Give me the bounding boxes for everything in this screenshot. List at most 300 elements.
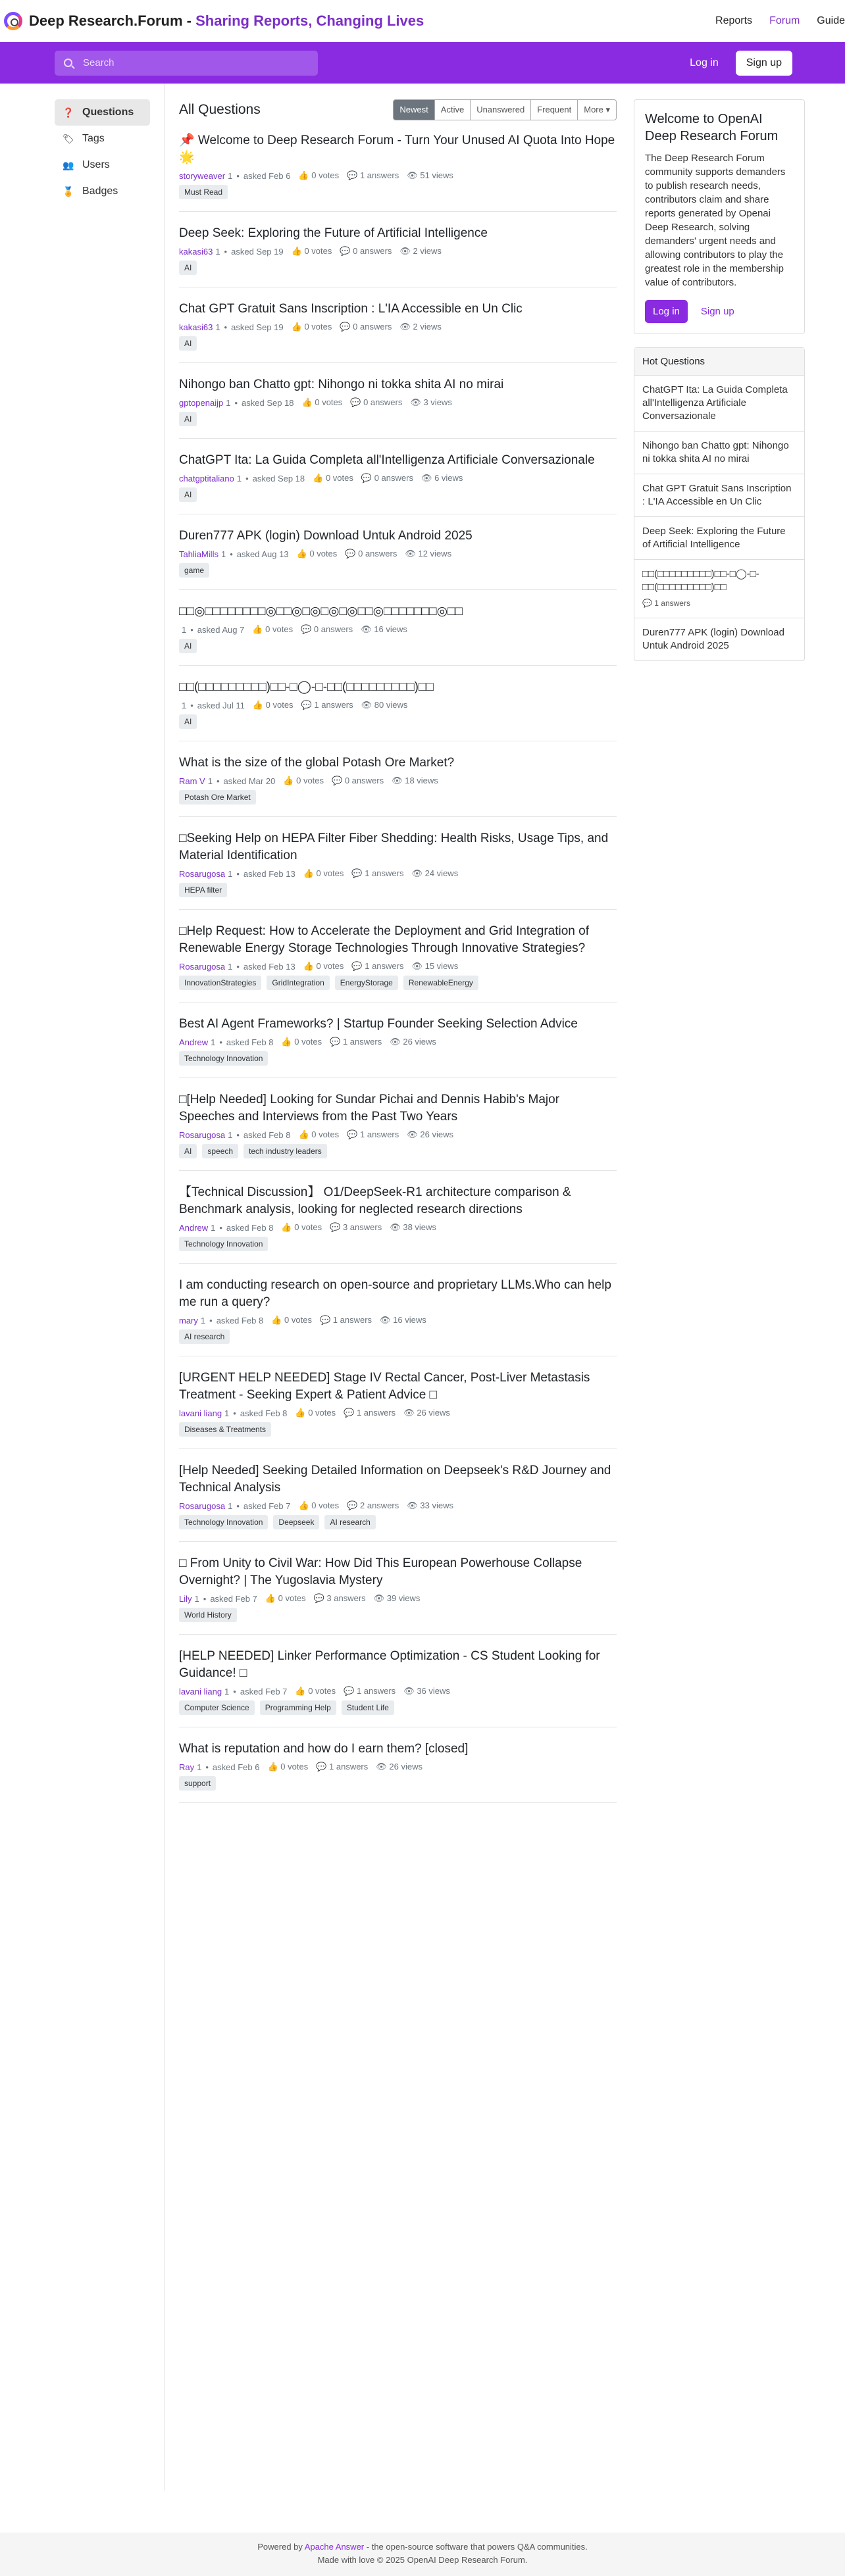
question-tags	[179, 1776, 617, 1791]
votes-count: 👍 0 votes	[265, 1593, 306, 1603]
tag-chip[interactable]: World History	[179, 1608, 237, 1622]
welcome-actions	[645, 300, 794, 323]
question-title[interactable]: [Help Needed] Seeking Detailed Information on Deepseek's R&D Journey and Technical Analysis	[179, 1464, 611, 1495]
sidebar-item-label: Badges	[82, 186, 118, 197]
question-tags	[179, 714, 617, 729]
votes-label: 0 votes	[265, 624, 294, 634]
views-label: 2 views	[413, 322, 442, 332]
author-reputation: 1	[182, 700, 187, 710]
question-title[interactable]: What is reputation and how do I earn them? [closed]	[179, 1742, 469, 1756]
author-reputation: 1	[236, 473, 242, 483]
login-link[interactable]: Log in	[690, 57, 719, 68]
author-reputation: 1	[224, 1686, 230, 1697]
views-label: 26 views	[417, 1408, 450, 1418]
votes-label: 0 votes	[304, 322, 332, 332]
question-title[interactable]: □ From Unity to Civil War: How Did This European Powerhouse Collapse Overnight? | The Yugoslavia Mystery	[179, 1556, 582, 1587]
question-tags	[179, 1700, 617, 1715]
author-reputation: 1	[220, 549, 226, 559]
votes-label: 0 votes	[311, 170, 340, 180]
views-count: 👁 33 views	[407, 1500, 453, 1510]
question-asked: asked Feb 8	[226, 1222, 274, 1233]
sidebar-item-users[interactable]	[55, 152, 150, 178]
question-author[interactable]: storyweaver	[179, 170, 226, 181]
question-meta	[179, 776, 617, 786]
logo-icon[interactable]	[4, 12, 22, 30]
meta-separator: •	[233, 1686, 236, 1697]
question-author[interactable]: Andrew	[179, 1222, 209, 1233]
tag-chip[interactable]: Technology Innovation	[179, 1237, 268, 1251]
author-reputation: 1	[215, 246, 220, 257]
question-asked: asked Aug 7	[197, 624, 245, 635]
views-count: 👁 12 views	[405, 549, 452, 558]
tag-chip[interactable]: Diseases & Treatments	[179, 1422, 271, 1437]
question-item	[179, 212, 617, 287]
question-title[interactable]: What is the size of the global Potash Ore Market?	[179, 756, 455, 770]
apache-answer-link[interactable]: Apache Answer	[304, 2542, 365, 2552]
question-tags	[179, 563, 617, 578]
filter-unanswered[interactable]: Unanswered	[471, 100, 531, 120]
footer-prefix: Powered by	[257, 2542, 303, 2552]
question-author[interactable]: Rosarugosa	[179, 1129, 226, 1140]
question-title[interactable]: Chat GPT Gratuit Sans Inscription : L'IA Accessible en Un Clic	[179, 302, 523, 316]
views-count: 👁 24 views	[411, 868, 459, 878]
tag-chip[interactable]: game	[179, 563, 209, 578]
votes-label: 0 votes	[325, 473, 353, 483]
filter-newest[interactable]: Newest	[394, 100, 434, 120]
tag-chip[interactable]: EnergyStorage	[335, 976, 398, 990]
question-author[interactable]: Andrew	[179, 1037, 209, 1047]
votes-label: 0 votes	[308, 1408, 336, 1418]
answers-label: 1 answers	[342, 1037, 382, 1047]
author-reputation: 1	[211, 1037, 216, 1047]
author-reputation: 1	[215, 322, 220, 332]
votes-count: 👍 0 votes	[295, 1686, 336, 1696]
filter-more[interactable]: More ▾	[584, 105, 610, 114]
meta-separator: •	[216, 776, 220, 786]
question-title[interactable]: [HELP NEEDED] Linker Performance Optimization - CS Student Looking for Guidance! □	[179, 1649, 600, 1680]
hot-question-item[interactable]	[634, 474, 804, 517]
question-item	[179, 1635, 617, 1727]
question-tags	[179, 1608, 617, 1622]
tag-chip[interactable]: AI	[179, 260, 197, 275]
sidebar	[0, 84, 165, 2490]
meta-separator: •	[224, 246, 228, 257]
question-meta	[179, 1222, 617, 1233]
question-asked: asked Feb 8	[216, 1315, 264, 1325]
question-title[interactable]: 【Technical Discussion】 O1/DeepSeek-R1 architecture comparison & Benchmark analysis, looking for neglected research directions	[179, 1185, 571, 1216]
answers-count: 💬 3 answers	[313, 1593, 366, 1603]
meta-separator: •	[203, 1593, 207, 1604]
brand[interactable]	[29, 12, 424, 30]
author-reputation: 1	[226, 397, 231, 408]
question-meta	[179, 700, 617, 710]
tag-chip[interactable]: Student Life	[342, 1700, 394, 1715]
question-title[interactable]: □[Help Needed] Looking for Sundar Pichai and Dennis Habib's Major Speeches and Interviews from the Past Two Years	[179, 1093, 560, 1124]
views-count: 👁 15 views	[411, 961, 459, 971]
answers-count: 💬 1 answers	[316, 1762, 369, 1771]
sidebar-item-questions[interactable]	[55, 99, 150, 126]
question-item	[179, 1542, 617, 1635]
question-asked: asked Mar 20	[223, 776, 276, 786]
answers-label: 0 answers	[363, 397, 403, 407]
meta-separator: •	[233, 1408, 236, 1418]
views-count: 👁 51 views	[407, 170, 453, 180]
meta-separator: •	[219, 1037, 222, 1047]
question-tags	[179, 412, 617, 426]
tag-chip[interactable]: AI research	[179, 1329, 230, 1344]
meta-separator: •	[209, 1315, 213, 1325]
question-tags	[179, 1144, 617, 1158]
votes-count: 👍 0 votes	[295, 1408, 336, 1418]
answers-label: 0 answers	[353, 322, 392, 332]
tag-chip[interactable]: support	[179, 1776, 216, 1791]
hot-question-title: Deep Seek: Exploring the Future of Artificial Intelligence	[642, 526, 786, 550]
question-author[interactable]: kakasi63	[179, 246, 213, 257]
question-title[interactable]: Deep Seek: Exploring the Future of Artificial Intelligence	[179, 226, 488, 240]
answers-label: 1 answers	[356, 1408, 396, 1418]
question-item	[179, 590, 617, 666]
answers-label: 3 answers	[326, 1593, 366, 1603]
meta-separator: •	[236, 1500, 240, 1511]
filter-active[interactable]: Active	[435, 100, 471, 120]
votes-label: 0 votes	[278, 1593, 306, 1603]
question-meta	[179, 868, 617, 879]
question-asked: asked Feb 8	[240, 1408, 288, 1418]
votes-count: 👍 0 votes	[291, 246, 332, 256]
question-asked: asked Feb 6	[243, 170, 291, 181]
tag-chip[interactable]: Must Read	[179, 185, 228, 199]
question-meta	[179, 1315, 617, 1325]
tag-icon: 🏷	[63, 133, 74, 144]
votes-label: 0 votes	[294, 1037, 322, 1047]
question-item	[179, 1356, 617, 1449]
question-asked: asked Sep 18	[242, 397, 294, 408]
votes-label: 0 votes	[265, 700, 294, 710]
hot-question-item[interactable]	[634, 560, 804, 618]
author-reputation: 1	[228, 1500, 233, 1511]
signup-button[interactable]: Sign up	[736, 51, 792, 76]
question-asked: asked Feb 7	[240, 1686, 288, 1697]
votes-label: 0 votes	[296, 776, 324, 785]
question-tags	[179, 336, 617, 351]
views-count: 👁 38 views	[390, 1222, 436, 1232]
answers-count: 💬 0 answers	[350, 397, 403, 407]
question-asked: asked Feb 7	[210, 1593, 257, 1604]
tag-chip[interactable]: Deepseek	[273, 1515, 319, 1529]
question-asked: asked Aug 13	[236, 549, 289, 559]
views-count: 👁 16 views	[380, 1315, 426, 1325]
question-meta	[179, 1408, 617, 1418]
meta-separator: •	[236, 961, 240, 972]
answers-label: 1 answers	[329, 1762, 369, 1771]
question-item	[179, 1727, 617, 1803]
tag-chip[interactable]: Computer Science	[179, 1700, 255, 1715]
votes-label: 0 votes	[284, 1315, 312, 1325]
right-sidebar	[634, 84, 805, 2490]
tag-chip[interactable]: RenewableEnergy	[403, 976, 478, 990]
meta-separator: •	[190, 700, 193, 710]
views-label: 26 views	[403, 1037, 436, 1047]
tag-chip[interactable]: AI	[179, 412, 197, 426]
votes-count: 👍 0 votes	[267, 1762, 309, 1771]
question-meta	[179, 1037, 617, 1047]
answers-count: 💬 1 answers	[351, 961, 404, 971]
sidebar-item-tags[interactable]	[55, 126, 150, 152]
views-label: 16 views	[393, 1315, 426, 1325]
question-title[interactable]: Duren777 APK (login) Download Untuk Android 2025	[179, 529, 473, 543]
answers-label: 1 answers	[360, 1129, 399, 1139]
search-input[interactable]	[55, 51, 318, 76]
question-list-panel	[179, 84, 617, 2490]
question-item	[179, 666, 617, 741]
votes-count: 👍 0 votes	[313, 473, 353, 483]
question-item	[179, 1171, 617, 1264]
hot-answers-label: 1 answers	[654, 599, 690, 608]
tag-chip[interactable]: HEPA filter	[179, 883, 227, 897]
question-title[interactable]: Nihongo ban Chatto gpt: Nihongo ni tokka shita AI no mirai	[179, 378, 504, 391]
question-title[interactable]: □Seeking Help on HEPA Filter Fiber Shedding: Health Risks, Usage Tips, and Material Identification	[179, 831, 609, 862]
question-tags	[179, 260, 617, 275]
sidebar-item-badges[interactable]	[55, 178, 150, 205]
question-meta	[179, 1129, 617, 1140]
answers-label: 3 answers	[342, 1222, 382, 1232]
question-author[interactable]: gptopenaijp	[179, 397, 224, 408]
views-label: 15 views	[424, 961, 459, 971]
views-label: 80 views	[374, 700, 408, 710]
question-item	[179, 287, 617, 363]
question-circle-icon: ❓	[63, 107, 74, 118]
hot-question-item[interactable]	[634, 618, 804, 660]
votes-count: 👍 0 votes	[291, 322, 332, 332]
question-meta	[179, 1686, 617, 1697]
views-count: 👁 26 views	[407, 1129, 453, 1139]
top-links	[715, 15, 845, 27]
question-title[interactable]: □Help Request: How to Accelerate the Deployment and Grid Integration of Renewable Energy Storage Technologies Through Innovative Strategies?	[179, 924, 589, 955]
author-reputation: 1	[224, 1408, 230, 1418]
meta-separator: •	[219, 1222, 222, 1233]
views-count: 👁 6 views	[421, 473, 463, 483]
badge-icon: 🏅	[63, 186, 74, 197]
question-title[interactable]: [URGENT HELP NEEDED] Stage IV Rectal Cancer, Post-Liver Metastasis Treatment - Seeking Expert & Patient Advice □	[179, 1371, 590, 1402]
nav-forum[interactable]: Forum	[769, 15, 800, 26]
welcome-login-button[interactable]: Log in	[645, 300, 688, 323]
hot-question-title: Nihongo ban Chatto gpt: Nihongo ni tokka shita AI no mirai	[642, 440, 789, 464]
views-count: 👁 80 views	[361, 700, 408, 710]
meta-separator: •	[236, 868, 240, 879]
question-author[interactable]: Rosarugosa	[179, 961, 226, 972]
tag-chip[interactable]: AI	[179, 639, 197, 653]
question-author[interactable]: Ram V	[179, 776, 205, 786]
views-label: 3 views	[423, 397, 452, 407]
author-reputation: 1	[194, 1593, 199, 1604]
question-author[interactable]: Rosarugosa	[179, 1500, 226, 1511]
top-navbar	[0, 0, 845, 42]
views-label: 12 views	[418, 549, 452, 558]
tag-chip[interactable]: AI	[179, 336, 197, 351]
tag-chip[interactable]: InnovationStrategies	[179, 976, 261, 990]
question-tags	[179, 1422, 617, 1437]
question-author[interactable]: TahliaMills	[179, 549, 218, 559]
meta-separator: •	[190, 624, 193, 635]
answers-label: 0 answers	[374, 473, 413, 483]
hot-questions-list	[634, 376, 804, 660]
question-meta	[179, 961, 617, 972]
views-count: 👁 26 views	[390, 1037, 436, 1047]
question-tags	[179, 185, 617, 199]
tag-chip[interactable]: AI research	[324, 1515, 375, 1529]
tag-chip[interactable]: GridIntegration	[267, 976, 329, 990]
question-meta	[179, 322, 617, 332]
views-label: 36 views	[417, 1686, 450, 1696]
votes-count: 👍 0 votes	[252, 624, 294, 634]
question-title[interactable]: □□(□□□□□□□□□)□□-□◯-□-□□(□□□□□□□□□)□□	[179, 680, 434, 694]
question-tags	[179, 1329, 617, 1344]
question-title[interactable]: Best AI Agent Frameworks? | Startup Founder Seeking Selection Advice	[179, 1017, 578, 1031]
question-item	[179, 1003, 617, 1078]
question-item	[179, 514, 617, 590]
hot-question-item[interactable]	[634, 432, 804, 474]
answers-count: 💬 1 answers	[330, 1037, 382, 1047]
question-author[interactable]: Lily	[179, 1593, 192, 1604]
question-item	[179, 1449, 617, 1542]
question-item	[179, 1264, 617, 1356]
tag-chip[interactable]: Technology Innovation	[179, 1051, 268, 1066]
question-meta	[179, 1593, 617, 1604]
meta-separator: •	[205, 1762, 209, 1772]
votes-count: 👍 0 votes	[303, 961, 344, 971]
votes-count: 👍 0 votes	[252, 700, 294, 710]
author-reputation: 1	[207, 776, 213, 786]
question-meta	[179, 170, 617, 181]
welcome-signup-link[interactable]: Sign up	[700, 306, 734, 317]
votes-label: 0 votes	[316, 868, 344, 878]
views-label: 26 views	[420, 1129, 453, 1139]
votes-label: 0 votes	[304, 246, 332, 256]
question-title[interactable]: 📌 Welcome to Deep Research Forum - Turn Your Unused AI Quota Into Hope🌟	[179, 134, 615, 164]
question-asked: asked Sep 18	[252, 473, 305, 483]
author-reputation: 1	[228, 961, 233, 972]
hot-question-title: □□(□□□□□□□□□)□□-□◯-□-□□(□□□□□□□□□)□□	[642, 568, 759, 593]
question-author[interactable]: kakasi63	[179, 322, 213, 332]
answers-label: 0 answers	[353, 246, 392, 256]
question-meta	[179, 1762, 617, 1772]
answers-label: 2 answers	[360, 1500, 399, 1510]
views-count: 👁 2 views	[399, 322, 442, 332]
answers-count: 💬 1 answers	[301, 700, 353, 710]
footer-line-2: Made with love © 2025 OpenAI Deep Research Forum.	[317, 2555, 528, 2565]
views-label: 33 views	[420, 1500, 453, 1510]
welcome-text: The Deep Research Forum community supports demanders to publish research needs, contributors claim and share reports generated by Openai Deep Research, solving demanders' urgent needs and allowing contributors to play the greatest role in the membership value of contributors.	[645, 153, 786, 288]
tag-chip[interactable]: AI	[179, 487, 197, 502]
votes-count: 👍 0 votes	[283, 776, 324, 785]
question-asked: asked Sep 19	[231, 246, 284, 257]
question-author[interactable]: lavani liang	[179, 1686, 222, 1697]
question-asked: asked Jul 11	[197, 700, 245, 710]
question-title[interactable]: ChatGPT Ita: La Guida Completa all'Intelligenza Artificiale Conversazionale	[179, 453, 595, 467]
tag-chip[interactable]: AI	[179, 1144, 197, 1158]
question-tags	[179, 976, 617, 990]
tag-chip[interactable]: Programming Help	[260, 1700, 336, 1715]
question-tags	[179, 883, 617, 897]
tag-chip[interactable]: tech industry leaders	[243, 1144, 327, 1158]
answers-count: 💬 0 answers	[340, 246, 392, 256]
question-item	[179, 817, 617, 910]
search-bar-row	[0, 42, 845, 84]
filter-frequent[interactable]: Frequent	[531, 100, 578, 120]
answers-label: 1 answers	[314, 700, 353, 710]
answers-count: 💬 0 answers	[345, 549, 397, 558]
tag-chip[interactable]: speech	[202, 1144, 238, 1158]
tag-chip[interactable]: AI	[179, 714, 197, 729]
question-author[interactable]: lavani liang	[179, 1408, 222, 1418]
author-reputation: 1	[200, 1315, 206, 1325]
views-count: 👁 26 views	[376, 1762, 423, 1771]
footer-suffix: - the open-source software that powers Q&A communities.	[366, 2542, 588, 2552]
answers-label: 1 answers	[332, 1315, 372, 1325]
question-meta	[179, 397, 617, 408]
question-author[interactable]: Ray	[179, 1762, 195, 1772]
hot-question-meta: 💬 1 answers	[642, 599, 690, 608]
sidebar-item-label: Questions	[82, 107, 134, 118]
author-reputation: 1	[197, 1762, 202, 1772]
meta-separator: •	[236, 170, 240, 181]
hot-question-title: Chat GPT Gratuit Sans Inscription : L'IA Accessible en Un Clic	[642, 483, 792, 507]
question-asked: asked Feb 6	[212, 1762, 260, 1772]
question-title[interactable]: I am conducting research on open-source and proprietary LLMs.Who can help me run a query?	[179, 1278, 611, 1309]
tag-chip[interactable]: Technology Innovation	[179, 1515, 268, 1529]
question-author[interactable]: mary	[179, 1315, 198, 1325]
hot-question-item[interactable]	[634, 376, 804, 432]
footer-line-1	[0, 2540, 845, 2554]
votes-count: 👍 0 votes	[271, 1315, 312, 1325]
views-count: 👁 3 views	[410, 397, 452, 407]
views-count: 👁 36 views	[403, 1686, 450, 1696]
views-count: 👁 16 views	[361, 624, 407, 634]
views-label: 39 views	[386, 1593, 421, 1603]
question-tags	[179, 487, 617, 502]
question-asked: asked Feb 8	[226, 1037, 274, 1047]
question-tags	[179, 639, 617, 653]
votes-label: 0 votes	[315, 397, 343, 407]
answers-count: 💬 0 answers	[361, 473, 413, 483]
sidebar-item-label: Users	[82, 159, 110, 170]
hot-question-item[interactable]	[634, 517, 804, 560]
nav-reports[interactable]: Reports	[715, 15, 753, 26]
question-asked: asked Feb 8	[243, 1129, 291, 1140]
nav-guide[interactable]: Guide	[817, 15, 845, 26]
views-label: 2 views	[413, 246, 442, 256]
votes-count: 👍 0 votes	[301, 397, 343, 407]
views-label: 16 views	[374, 624, 407, 634]
question-author[interactable]: Rosarugosa	[179, 868, 226, 879]
question-item	[179, 132, 617, 212]
answers-count: 💬 0 answers	[332, 776, 384, 785]
answers-count: 💬 1 answers	[347, 170, 399, 180]
answers-label: 1 answers	[356, 1686, 396, 1696]
meta-separator: •	[234, 397, 238, 408]
views-label: 51 views	[420, 170, 453, 180]
answers-count: 💬 1 answers	[319, 1315, 372, 1325]
question-item	[179, 1078, 617, 1171]
welcome-card	[634, 99, 805, 334]
tag-chip[interactable]: Potash Ore Market	[179, 790, 256, 805]
sidebar-item-label: Tags	[82, 133, 105, 144]
views-label: 26 views	[389, 1762, 423, 1771]
views-count: 👁 39 views	[373, 1593, 421, 1603]
question-title[interactable]: □□◎□□□□□□□□◎□□◎□◎□◎□◎□□◎□□□□□□□◎□□	[179, 605, 463, 618]
hot-question-title: Duren777 APK (login) Download Untuk Android 2025	[642, 627, 784, 651]
question-author[interactable]: chatgptitaliano	[179, 473, 234, 483]
